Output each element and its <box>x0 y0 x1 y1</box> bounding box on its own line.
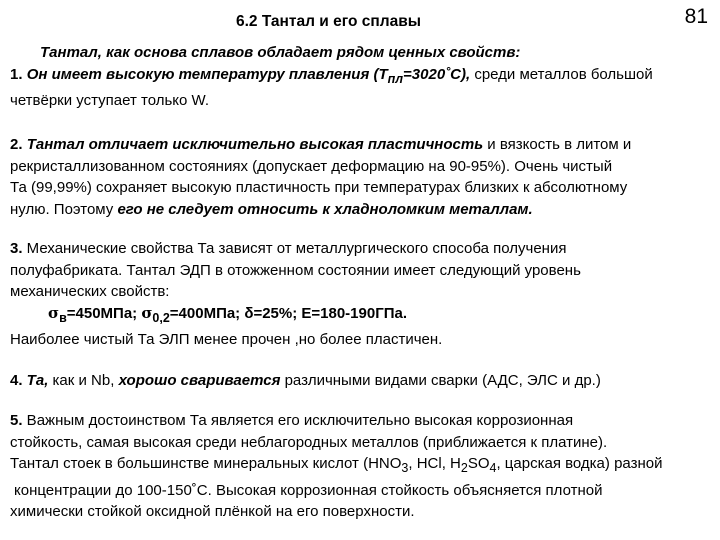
item-1-line-1 <box>10 64 710 91</box>
section-intro <box>10 42 710 112</box>
page-title: 6.2 Тантал и его сплавы <box>236 13 421 30</box>
item-5 <box>10 410 710 523</box>
item-2-number: 2. <box>10 136 23 153</box>
item-3-line-5: Наиболее чистый Та ЭЛП менее прочен ,но более пластичен. <box>10 331 443 348</box>
item-1-number: 1. <box>10 65 23 83</box>
item-1-line-2: четвёрки уступает только W. <box>10 92 210 109</box>
item-2-line-2: рекристаллизованном состояниях (допускает деформацию на 90-95%). Очень чистый <box>10 157 613 175</box>
item-3-line-3: механических свойств: <box>10 283 170 300</box>
item-5-line-5: химически стойкой оксидной плёнкой на его поверхности. <box>10 503 415 520</box>
item-3-line-1: 3. Механические свойства Та зависят от металлургического способа получения <box>10 240 567 257</box>
item-5-line-3: Тантал стоек в большинстве минеральных кислот ($HNO_3$, HCl, $H_2SO_4$, царская водка) разной <box>10 455 663 475</box>
item-1-emphasis: Он имеет высокую температуру плавления $(T_{пл}=3020˚C)$, <box>26 65 471 86</box>
item-5-line-1: 5. Важным достоинством Та является его исключительно высокая коррозионная <box>10 412 574 429</box>
item-4-emphasis: хорошо сваривается <box>118 372 281 389</box>
item-5-line-4: концентрации до 100-150˚C. Высокая коррозионная стойкость объясняется плотной <box>14 481 603 499</box>
item-4 <box>10 370 710 392</box>
item-2-line-3: Та (99,99%) сохраняет высокую пластичность при температурах близких к абсолютному <box>10 179 628 196</box>
item-2-conclusion: его не следует относить к хладноломким металлам. <box>117 200 533 218</box>
item-4-line-1: 4. Та, как и Nb, хорошо сваривается различными видами сварки (АДС, ЭЛС и др.) <box>10 372 601 389</box>
item-5-number: 5. <box>10 412 23 429</box>
item-5-line-2: стойкость, самая высокая среди неблагородных металлов (приближается к платине). <box>10 433 608 451</box>
item-4-number: 4. <box>10 372 23 389</box>
item-3-line-2: полуфабриката. Тантал ЭДП в отожженном состоянии имеет следующий уровень <box>10 261 581 279</box>
item-3 <box>10 238 710 351</box>
item-3-properties: $\sigma_в=450МПа$; $\sigma_{0,2}=400МПа$; δ=25%; Е=180-190ГПа. <box>48 303 407 325</box>
page-number: 81 <box>684 5 708 28</box>
item-2-line-1: 2. Тантал отличает исключительно высокая пластичность и вязкость в литом и <box>10 136 632 153</box>
item-1-text: среди металлов большой <box>470 65 653 83</box>
item-2 <box>10 134 710 220</box>
item-3-number: 3. <box>10 240 23 257</box>
intro-line: Тантал, как основа сплавов обладает рядом ценных свойств: <box>40 44 521 61</box>
item-2-emphasis: Тантал отличает исключительно высокая пластичность <box>26 136 484 153</box>
item-2-line-4: нулю. Поэтому его не следует относить к хладноломким металлам. <box>10 200 533 218</box>
